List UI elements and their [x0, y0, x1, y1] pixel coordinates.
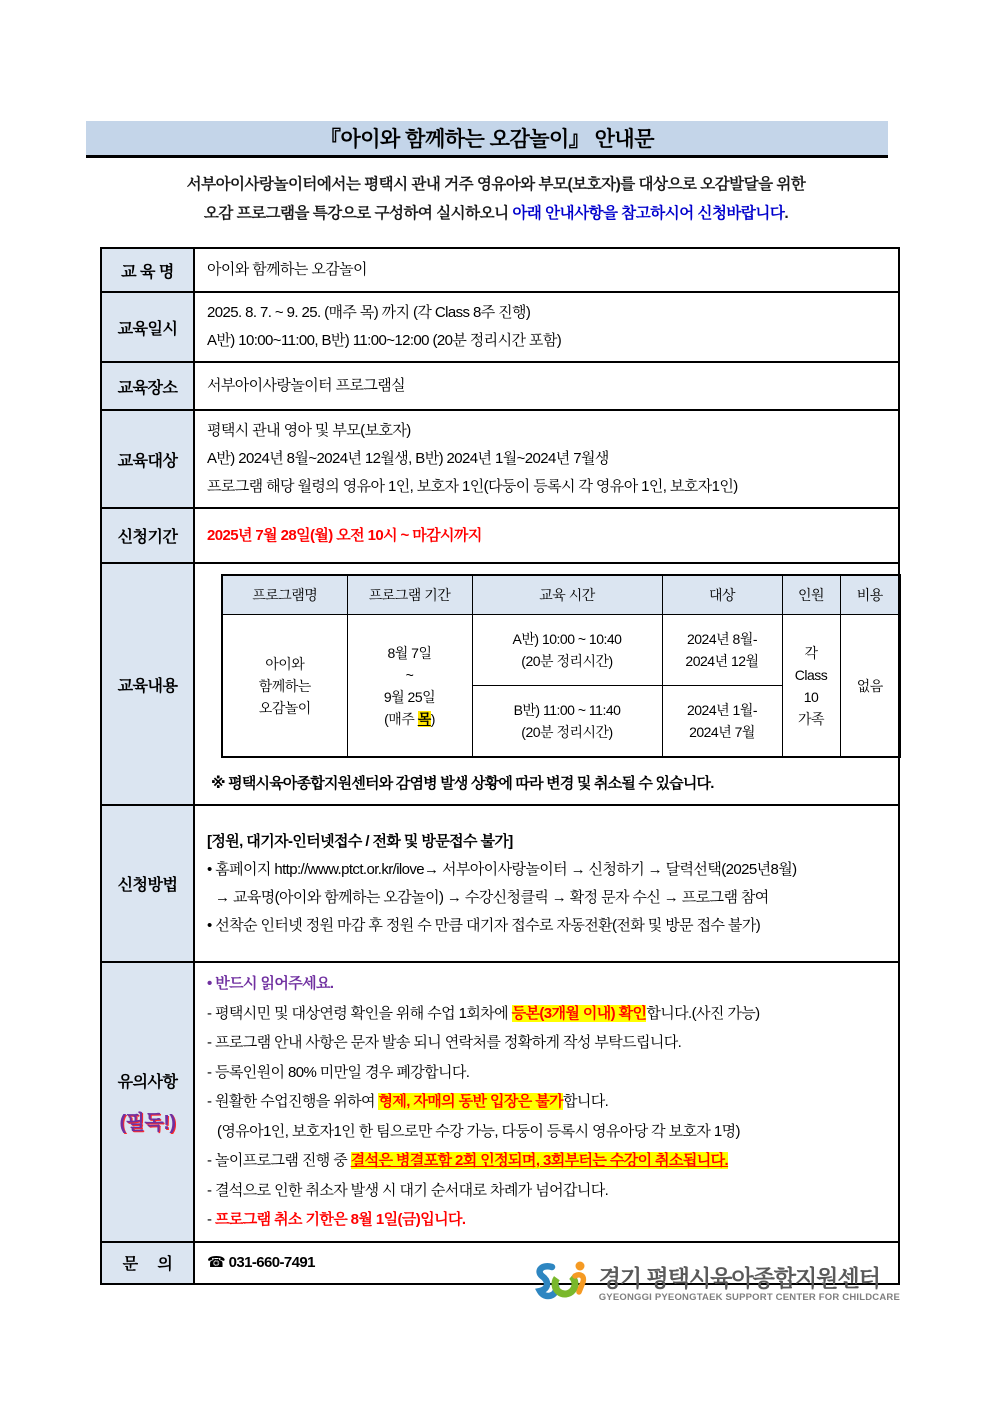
absence-rule-highlight: 결석은 병결포함 2회 인정되며, 3회부터는 수강이 취소됩니다. [350, 1152, 729, 1169]
row-value-name: 아이와 함께하는 오감놀이 [194, 248, 899, 292]
table-row [101, 292, 899, 362]
cell-capacity: 각 Class 10 가족 [782, 615, 840, 758]
cell-time-b: B반) 11:00 ~ 11:40 (20분 정리시간) [472, 686, 662, 758]
cell-target-a: 2024년 8월- 2024년 12월 [662, 615, 782, 686]
table-row [101, 248, 899, 292]
cancel-deadline: 프로그램 취소 기한은 8월 1일(금)입니다. [214, 1211, 466, 1228]
intro-paragraph [66, 170, 926, 228]
table-row [101, 362, 899, 410]
row-value-period [194, 508, 899, 563]
row-value-content [194, 563, 899, 805]
col-header-capacity: 인원 [782, 575, 840, 615]
cell-program-period: 8월 7일 ~ 9월 25일 (매주 목) [347, 615, 472, 758]
row-value-apply [194, 805, 899, 962]
notice-line1: - 평택시민 및 대상연령 확인을 위해 수업 1회차에 등본(3개월 이내) 확인합니다.(사진 가능) [207, 1004, 760, 1022]
row-label-notice: 유의사항 (필독!) [101, 962, 194, 1242]
application-period: 2025년 7월 28일(월) 오전 10시 ~ 마감시까지 [207, 526, 482, 544]
row-label-content: 교육내용 [101, 563, 194, 805]
cell-cost: 없음 [840, 615, 900, 758]
row-value-schedule: 2025. 8. 7. ~ 9. 25. (매주 목) 까지 (각 Class 8주 진행) A반) 10:00~11:00, B반) 11:00~12:00 (20분 정리시간 포함) [194, 292, 899, 362]
row-value-place: 서부아이사랑놀이터 프로그램실 [194, 362, 899, 410]
notice-line5: (영유아1인, 보호자1인 한 팀으로만 수강 가능, 다둥이 등록시 영유아당 각 보호자 1명) [217, 1122, 740, 1140]
col-header-target: 대상 [662, 575, 782, 615]
row-label-period: 신청기간 [101, 508, 194, 563]
notice-heading: • 반드시 읽어주세요. [207, 975, 334, 992]
notice-line2: - 프로그램 안내 사항은 문자 발송 되니 연락처를 정확하게 작성 부탁드립니다. [207, 1034, 682, 1051]
page-title: 『아이와 함께하는 오감놀이』 안내문 [319, 128, 654, 151]
contact-phone-number: 031-660-7491 [228, 1253, 315, 1271]
table-row [101, 563, 899, 805]
table-row [101, 410, 899, 508]
col-header-class-time: 교육 시간 [472, 575, 662, 615]
row-label-contact: 문 의 [101, 1242, 194, 1284]
apply-header: [정원, 대기자-인터넷접수 / 전화 및 방문접수 불가] [207, 832, 513, 850]
notice-line8: - 프로그램 취소 기한은 8월 1일(금)입니다. [207, 1211, 466, 1228]
row-value-notice [194, 962, 899, 1242]
intro-emphasis: 아래 안내사항을 참고하시어 신청바랍니다 [512, 205, 785, 222]
row-label-name: 교 육 명 [101, 248, 194, 292]
must-read-badge: (필독!) [119, 1111, 176, 1134]
table-row [101, 962, 899, 1242]
table-row [101, 508, 899, 563]
col-header-cost: 비용 [840, 575, 900, 615]
row-label-place: 교육장소 [101, 362, 194, 410]
row-value-target: 평택시 관내 영아 및 부모(보호자) A반) 2024년 8월~2024년 12월생, B반) 2024년 1월~2024년 7월생 프로그램 해당 월령의 영유아 1인, 보호자 1인(다둥이 등록시 각 영유아 1인, 보호자1인) [194, 410, 899, 508]
notice-line6: - 놀이프로그램 진행 중 결석은 병결포함 2회 인정되며, 3회부터는 수강이 취소됩니다. [207, 1152, 729, 1169]
table-row [101, 805, 899, 962]
row-label-target: 교육대상 [101, 410, 194, 508]
notice-line3: - 등록인원이 80% 미만일 경우 폐강합니다. [207, 1063, 470, 1081]
phone-icon: ☎ [207, 1253, 226, 1271]
footer-branding [533, 1258, 900, 1311]
apply-bullet2: • 선착순 인터넷 정원 마감 후 정원 수 만큼 대기자 접수로 자동전환(전화 및 방문 접수 불가) [207, 916, 761, 934]
row-label-schedule: 교육일시 [101, 292, 194, 362]
resident-doc-highlight: 등본(3개월 이내) 확인 [511, 1004, 647, 1022]
document-title-bar [86, 121, 888, 158]
col-header-program-name: 프로그램명 [222, 575, 347, 615]
info-table [100, 247, 900, 1285]
cell-time-a: A반) 10:00 ~ 10:40 (20분 정리시간) [472, 615, 662, 686]
col-header-program-period: 프로그램 기간 [347, 575, 472, 615]
thursday-highlight: 목 [417, 710, 431, 727]
cell-program-name: 아이와 함께하는 오감놀이 [222, 615, 347, 758]
org-name-english: GYEONGGI PYEONGTAEK SUPPORT CENTER FOR CHILDCARE [598, 1291, 900, 1303]
intro-line2: 오감 프로그램을 특강으로 구성하여 실시하오니 아래 안내사항을 참고하시어 신청바랍니다. [203, 205, 789, 222]
change-notice: ※ 평택시육아종합지원센터와 감염병 발생 상황에 따라 변경 및 취소될 수 있습니다. [211, 775, 714, 792]
apply-step-line1: • 홈페이지 http://www.ptct.or.kr/ilove→ 서부아이사랑놀이터 → 신청하기 → 달력선택(2025년8월) [207, 860, 797, 878]
apply-step-line2: → 교육명(아이와 함께하는 오감놀이) → 수강신청클릭 → 확정 문자 수신 → 프로그램 참여 [215, 888, 769, 906]
org-logo-icon [533, 1258, 591, 1311]
detail-row-a [222, 615, 900, 686]
org-name-korean: 경기 평택시육아종합지원센터 [598, 1265, 880, 1292]
row-label-apply: 신청방법 [101, 805, 194, 962]
intro-line1: 서부아이사랑놀이터에서는 평택시 관내 거주 영유아와 부모(보호자)를 대상으로 오감발달을 위한 [186, 176, 806, 193]
program-detail-table [221, 574, 901, 758]
notice-line7: - 결석으로 인한 취소자 발생 시 대기 순서대로 차례가 넘어갑니다. [207, 1181, 609, 1199]
cell-target-b: 2024년 1월- 2024년 7월 [662, 686, 782, 758]
sibling-ban-highlight: 형제, 자매의 동반 입장은 불가 [378, 1093, 563, 1110]
detail-header-row [222, 575, 900, 615]
notice-line4: - 원활한 수업진행을 위하여 형제, 자매의 동반 입장은 불가합니다. [207, 1093, 609, 1110]
